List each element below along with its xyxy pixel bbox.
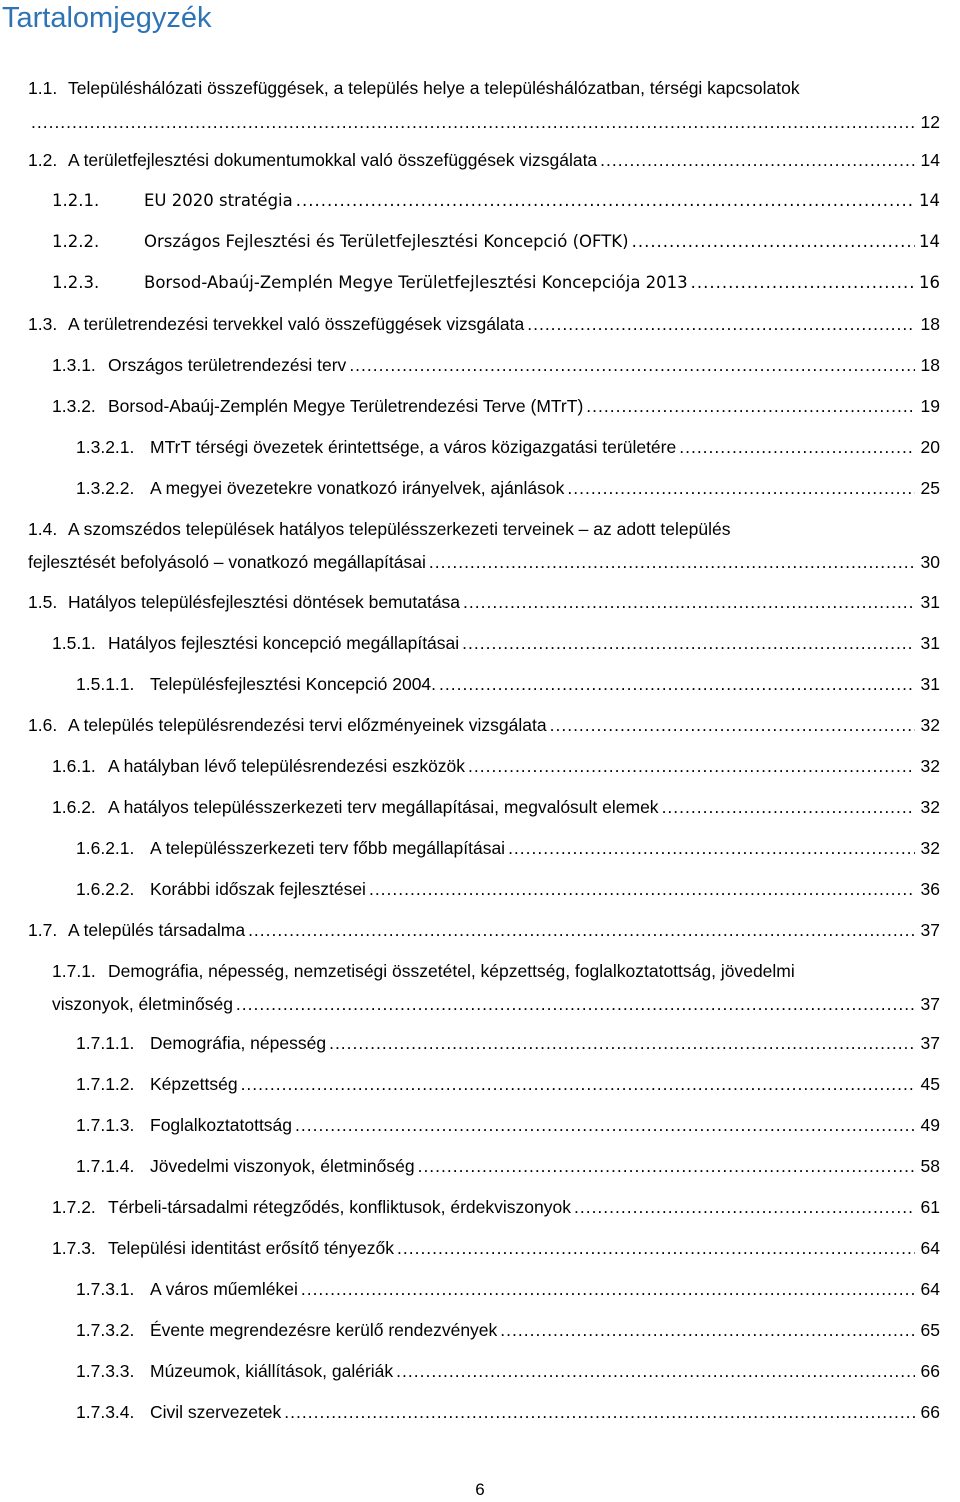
toc-dot-leader bbox=[301, 1274, 915, 1304]
toc-entry-page: 32 bbox=[920, 797, 940, 817]
toc-entry-number: 1.7.1.3. bbox=[76, 1115, 135, 1135]
toc-entry-page: 31 bbox=[920, 592, 940, 612]
toc-entry-number: 1.7.1.4. bbox=[76, 1156, 135, 1176]
toc-entry-line bbox=[52, 751, 940, 781]
toc-entry[interactable] bbox=[28, 309, 940, 339]
toc-entry-title: A településszerkezeti terv főbb megállapításai bbox=[150, 838, 506, 858]
toc-entry-page: 64 bbox=[920, 1279, 940, 1299]
toc-entry-title: A szomszédos települések hatályos településszerkezeti terveinek – az adott település bbox=[68, 519, 731, 539]
toc-dot-leader bbox=[463, 587, 915, 617]
toc-entry-number: 1.7.1.1. bbox=[76, 1033, 135, 1053]
toc-entry-line bbox=[76, 669, 940, 699]
toc-entry-title: Demográfia, népesség bbox=[150, 1033, 327, 1053]
toc-entry-number: 1.7.3.2. bbox=[76, 1320, 135, 1340]
toc-dot-leader bbox=[329, 1028, 915, 1058]
toc-entry-page: 36 bbox=[920, 879, 940, 899]
toc-entry-line bbox=[76, 1397, 940, 1427]
toc-entry-page: 30 bbox=[920, 552, 940, 572]
toc-entry-line bbox=[76, 1315, 940, 1345]
toc-dot-leader bbox=[662, 792, 915, 822]
toc-dot-leader bbox=[632, 227, 915, 257]
toc-entry[interactable] bbox=[28, 710, 940, 740]
toc-entry-page: 49 bbox=[920, 1115, 940, 1135]
toc-entry-line1 bbox=[28, 73, 940, 103]
toc-entry[interactable] bbox=[76, 1151, 940, 1181]
toc-dot-leader bbox=[296, 186, 915, 216]
toc-entry-title: A területrendezési tervekkel való összefüggések vizsgálata bbox=[68, 314, 525, 334]
toc-entry-number: 1.3.2.2. bbox=[76, 478, 135, 498]
toc-entry-line bbox=[76, 473, 940, 503]
toc-entry-number: 1.7. bbox=[28, 920, 58, 940]
toc-entry-line bbox=[76, 1151, 940, 1181]
toc-entry-number: 1.5. bbox=[28, 592, 58, 612]
toc-entry[interactable] bbox=[76, 1110, 940, 1140]
toc-dot-leader bbox=[429, 547, 915, 577]
toc-entry[interactable] bbox=[76, 874, 940, 904]
toc-entry[interactable] bbox=[28, 73, 940, 137]
toc-entry[interactable] bbox=[52, 628, 940, 658]
toc-entry[interactable] bbox=[52, 1192, 940, 1222]
toc-entry-line bbox=[76, 833, 940, 863]
toc-entry-page: 37 bbox=[920, 994, 940, 1014]
toc-dot-leader bbox=[527, 309, 915, 339]
toc-entry-line1 bbox=[28, 514, 940, 544]
toc-entry[interactable] bbox=[52, 751, 940, 781]
toc-entry-page: 58 bbox=[920, 1156, 940, 1176]
toc-entry[interactable] bbox=[52, 1233, 940, 1263]
toc-entry-page: 18 bbox=[920, 355, 940, 375]
toc-entry-title: Településhálózati összefüggések, a település helye a településhálózatban, térségi kapcsolatok bbox=[68, 78, 800, 98]
toc-dot-leader bbox=[550, 710, 915, 740]
toc-entry-line bbox=[28, 309, 940, 339]
toc-entry-number: 1.7.3.1. bbox=[76, 1279, 135, 1299]
toc-entry-number: 1.2.3. bbox=[52, 273, 100, 292]
toc-entry-number: 1.5.1. bbox=[52, 633, 96, 653]
toc-entry-number: 1.3.1. bbox=[52, 355, 96, 375]
toc-entry[interactable] bbox=[52, 956, 940, 1019]
toc-entry-line bbox=[28, 587, 940, 617]
toc-entry-line bbox=[76, 1069, 940, 1099]
toc-entry-line bbox=[28, 915, 940, 945]
toc-entry-title: Jövedelmi viszonyok, életminőség bbox=[150, 1156, 415, 1176]
toc-entry[interactable] bbox=[52, 186, 940, 216]
toc-entry-number: 1.6.2. bbox=[52, 797, 96, 817]
toc-entry-line bbox=[76, 874, 940, 904]
toc-entry-line bbox=[76, 1274, 940, 1304]
toc-entry-line bbox=[76, 432, 940, 462]
toc-entry-title: Térbeli-társadalmi rétegződés, konfliktusok, érdekviszonyok bbox=[108, 1197, 571, 1217]
toc-dot-leader bbox=[295, 1110, 915, 1140]
toc-dot-leader bbox=[691, 268, 915, 298]
toc-entry-line bbox=[52, 186, 940, 216]
toc-entry-title: A hatályos településszerkezeti terv megállapításai, megvalósult elemek bbox=[108, 797, 659, 817]
toc-entry-line1 bbox=[52, 956, 940, 986]
toc-entry-line bbox=[28, 145, 940, 175]
toc-entry[interactable] bbox=[76, 1274, 940, 1304]
toc-entry-line2 bbox=[28, 547, 940, 577]
toc-entry-title: MTrT térségi övezetek érintettsége, a város közigazgatási területére bbox=[150, 437, 677, 457]
toc-entry-page: 14 bbox=[920, 150, 940, 170]
toc-entry[interactable] bbox=[76, 669, 940, 699]
toc-entry-line bbox=[52, 792, 940, 822]
toc-entry-page: 65 bbox=[920, 1320, 940, 1340]
page-number: 6 bbox=[475, 1480, 485, 1499]
toc-entry-title: A hatályban lévő településrendezési eszközök bbox=[108, 756, 466, 776]
toc-entry[interactable] bbox=[76, 833, 940, 863]
toc-entry-line bbox=[52, 227, 940, 257]
toc-dot-leader bbox=[369, 874, 915, 904]
toc-dot-leader bbox=[586, 391, 915, 421]
toc-entry-line bbox=[52, 268, 940, 298]
toc-dot-leader bbox=[248, 915, 915, 945]
toc-entry-title: Településfejlesztési Koncepció 2004. bbox=[150, 674, 437, 694]
toc-entry-line bbox=[76, 1110, 940, 1140]
toc-entry-title: Évente megrendezésre kerülő rendezvények bbox=[150, 1320, 498, 1340]
toc-entry-title: Hatályos településfejlesztési döntések bemutatása bbox=[68, 592, 461, 612]
toc-entry-page: 37 bbox=[920, 1033, 940, 1053]
toc-entry[interactable] bbox=[76, 473, 940, 503]
toc-entry-number: 1.3.2.1. bbox=[76, 437, 135, 457]
toc-entry[interactable] bbox=[52, 350, 940, 380]
toc-entry-title-continued: fejlesztését befolyásoló – vonatkozó megállapításai bbox=[28, 552, 426, 572]
toc-entry-page: 14 bbox=[919, 232, 940, 251]
toc-entry-page: 18 bbox=[920, 314, 940, 334]
toc-entry-title: Képzettség bbox=[150, 1074, 238, 1094]
toc-dot-leader bbox=[574, 1192, 915, 1222]
toc-entry-number: 1.5.1.1. bbox=[76, 674, 135, 694]
toc-dot-leader bbox=[508, 833, 915, 863]
toc-entry-page: 25 bbox=[920, 478, 940, 498]
toc-entry-page: 32 bbox=[920, 756, 940, 776]
toc-entry-number: 1.4. bbox=[28, 519, 58, 539]
toc-entry-line bbox=[52, 1192, 940, 1222]
toc-entry-line2 bbox=[52, 989, 940, 1019]
toc-entry-page: 37 bbox=[920, 920, 940, 940]
toc-dot-leader bbox=[349, 350, 915, 380]
toc-dot-leader bbox=[468, 751, 915, 781]
toc-entry-number: 1.6.2.1. bbox=[76, 838, 135, 858]
toc-entry-title: Hatályos fejlesztési koncepció megállapításai bbox=[108, 633, 460, 653]
toc-entry[interactable] bbox=[28, 145, 940, 175]
toc-dot-leader bbox=[439, 669, 915, 699]
toc-entry[interactable] bbox=[52, 227, 940, 257]
toc-entry-title: A megyei övezetekre vonatkozó irányelvek, ajánlások bbox=[150, 478, 565, 498]
toc-dot-leader bbox=[31, 107, 915, 137]
toc-entry-line bbox=[76, 1356, 940, 1386]
toc-entry[interactable] bbox=[52, 391, 940, 421]
toc-entry[interactable] bbox=[52, 268, 940, 298]
toc-entry-line bbox=[76, 1028, 940, 1058]
toc-entry-number: 1.6.1. bbox=[52, 756, 96, 776]
toc-entry-number: 1.7.2. bbox=[52, 1197, 96, 1217]
toc-entry-number: 1.7.1.2. bbox=[76, 1074, 135, 1094]
toc-entry-title: A területfejlesztési dokumentumokkal való összefüggések vizsgálata bbox=[68, 150, 598, 170]
toc-entry-page: 19 bbox=[920, 396, 940, 416]
toc-entry-page: 16 bbox=[919, 273, 940, 292]
toc-dot-leader bbox=[600, 145, 915, 175]
toc-dot-leader bbox=[236, 989, 915, 1019]
toc-entry-page: 64 bbox=[920, 1238, 940, 1258]
toc-entry-title: Borsod-Abaúj-Zemplén Megye Területrendezési Terve (MTrT) bbox=[108, 396, 584, 416]
toc-entry[interactable] bbox=[52, 792, 940, 822]
toc-entry-number: 1.7.3.3. bbox=[76, 1361, 135, 1381]
toc-entry-page: 14 bbox=[919, 191, 940, 210]
toc-entry-line2 bbox=[28, 107, 940, 137]
toc-entry-page: 61 bbox=[920, 1197, 940, 1217]
toc-entry-title: Korábbi időszak fejlesztései bbox=[150, 879, 366, 899]
toc-entry-page: 45 bbox=[920, 1074, 940, 1094]
toc-entry[interactable] bbox=[28, 915, 940, 945]
toc-dot-leader bbox=[462, 628, 915, 658]
toc-entry-title: Települési identitást erősítő tényezők bbox=[108, 1238, 394, 1258]
toc-entry[interactable] bbox=[76, 1028, 940, 1058]
toc-entry[interactable] bbox=[76, 1397, 940, 1427]
toc-dot-leader bbox=[241, 1069, 915, 1099]
toc-dot-leader bbox=[418, 1151, 915, 1181]
toc-entry-title: Civil szervezetek bbox=[150, 1402, 282, 1422]
toc-dot-leader bbox=[397, 1233, 915, 1263]
toc-entry-number: 1.6. bbox=[28, 715, 58, 735]
toc-entry-title: Demográfia, népesség, nemzetiségi összetétel, képzettség, foglalkoztatottság, jövedelmi bbox=[108, 961, 795, 981]
toc-entry-page: 66 bbox=[920, 1402, 940, 1422]
toc-entry-number: 1.3.2. bbox=[52, 396, 96, 416]
toc-entry-page: 20 bbox=[920, 437, 940, 457]
toc-entry-page: 32 bbox=[920, 838, 940, 858]
toc-entry-number: 1.1. bbox=[28, 78, 58, 98]
toc-dot-leader bbox=[500, 1315, 915, 1345]
toc-entry-title: A város műemlékei bbox=[150, 1279, 298, 1299]
toc-entry[interactable] bbox=[76, 1315, 940, 1345]
toc-entry-number: 1.7.1. bbox=[52, 961, 96, 981]
toc-entry[interactable] bbox=[76, 432, 940, 462]
toc-entry-line bbox=[52, 628, 940, 658]
toc-entry-title: A település társadalma bbox=[68, 920, 246, 940]
toc-entry-title: A település településrendezési tervi előzményeinek vizsgálata bbox=[68, 715, 547, 735]
toc-entry-page: 32 bbox=[920, 715, 940, 735]
toc-entry-page: 31 bbox=[920, 674, 940, 694]
toc-entry-title: Múzeumok, kiállítások, galériák bbox=[150, 1361, 394, 1381]
toc-entry-title: Országos területrendezési terv bbox=[108, 355, 347, 375]
toc-dot-leader bbox=[396, 1356, 915, 1386]
toc-entry-title: EU 2020 stratégia bbox=[144, 191, 293, 210]
toc-entry-number: 1.2.1. bbox=[52, 191, 100, 210]
toc-entry-page: 31 bbox=[920, 633, 940, 653]
toc-entry-line bbox=[52, 1233, 940, 1263]
toc-entry-page: 66 bbox=[920, 1361, 940, 1381]
toc-entry-title: Foglalkoztatottság bbox=[150, 1115, 293, 1135]
page-title: Tartalomjegyzék bbox=[2, 2, 212, 34]
toc-entry[interactable] bbox=[76, 1069, 940, 1099]
toc-dot-leader bbox=[284, 1397, 915, 1427]
toc-entry-page: 12 bbox=[920, 112, 940, 132]
toc-entry-number: 1.2.2. bbox=[52, 232, 100, 251]
toc-entry-line bbox=[28, 710, 940, 740]
toc-entry-number: 1.7.3. bbox=[52, 1238, 96, 1258]
toc-entry[interactable] bbox=[28, 514, 940, 577]
toc-entry-number: 1.3. bbox=[28, 314, 58, 334]
toc-entry-line bbox=[52, 391, 940, 421]
toc-entry-title-continued: viszonyok, életminőség bbox=[52, 994, 233, 1014]
toc-entry-line bbox=[52, 350, 940, 380]
toc-entry-number: 1.6.2.2. bbox=[76, 879, 135, 899]
toc-dot-leader bbox=[567, 473, 915, 503]
toc-dot-leader bbox=[679, 432, 915, 462]
toc-entry[interactable] bbox=[76, 1356, 940, 1386]
toc-entry-title: Borsod-Abaúj-Zemplén Megye Területfejlesztési Koncepciója 2013 bbox=[144, 273, 688, 292]
toc-entry[interactable] bbox=[28, 587, 940, 617]
toc-entry-number: 1.7.3.4. bbox=[76, 1402, 135, 1422]
toc-entry-title: Országos Fejlesztési és Területfejlesztési Koncepció (OFTK) bbox=[144, 232, 629, 251]
toc-entry-number: 1.2. bbox=[28, 150, 58, 170]
